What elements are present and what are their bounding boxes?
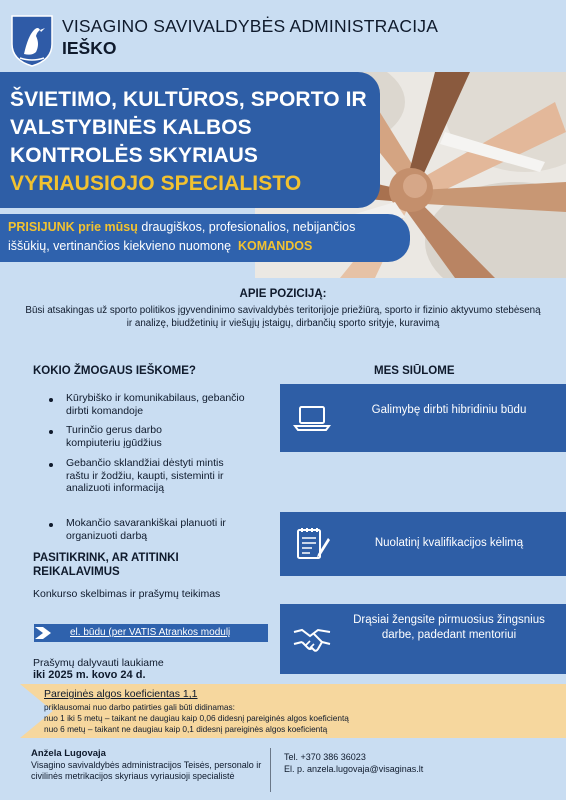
hero-title-line-1: ŠVIETIMO, KULTŪROS, SPORTO IR <box>10 88 367 111</box>
offer-text: Drąsiai žengsite pirmuosius žingsnius darbe, padedant mentoriui <box>353 614 545 641</box>
join-bold: PRISIJUNK prie mūsų <box>8 220 138 234</box>
bullet-icon <box>49 398 53 402</box>
coefficient-title: Pareiginės algos koeficientas 1,1 <box>44 688 198 700</box>
deadline-label: Prašymų dalyvauti laukiame <box>33 657 164 669</box>
requirement-item: Mokančio savarankiškai planuoti ir organizuoti darbą <box>66 517 226 542</box>
hero-title-line-2: VALSTYBINĖS KALBOS <box>10 116 252 139</box>
contest-text: Konkurso skelbimas ir prašymų teikimas <box>33 588 221 600</box>
offer-card-qualification <box>280 512 566 576</box>
offer-card-hybrid <box>280 384 566 452</box>
join-text-2: iššūkių, vertinančios kiekvieno nuomonę <box>8 239 232 253</box>
join-team: KOMANDOS <box>238 239 313 253</box>
organization-name: VISAGINO SAVIVALDYBĖS ADMINISTRACIJA <box>62 16 439 36</box>
coat-of-arms-icon <box>10 14 54 68</box>
coefficient-line: nuo 1 iki 5 metų – taikant ne daugiau kaip 0,06 didesnį pareiginės algos koeficientą <box>44 713 349 723</box>
contact-email[interactable]: El. p. anzela.lugovaja@visaginas.lt <box>284 764 424 774</box>
hero-title-line-3: KONTROLĖS SKYRIAUS <box>10 144 258 167</box>
deadline-date: iki 2025 m. kovo 24 d. <box>33 669 146 681</box>
coefficient-line: nuo 6 metų – taikant ne daugiau kaip 0,1 didesnį pareiginės algos koeficientą <box>44 724 328 734</box>
offer-text: Galimybę dirbti hibridiniu būdu <box>371 404 527 416</box>
requirement-item: Turinčio gerus darbo kompiuteriu įgūdžius <box>66 424 162 449</box>
bullet-icon <box>49 523 53 527</box>
check-title: PASITIKRINK, AR ATITINKI REIKALAVIMUS <box>33 552 179 578</box>
about-title: APIE POZICIJĄ: <box>239 288 327 300</box>
coefficient-line: priklausomai nuo darbo patirties gali būti didinamas: <box>44 702 235 712</box>
application-link[interactable]: el. būdu (per VATIS Atrankos modulį <box>70 627 231 638</box>
join-text-1: draugiškos, profesionalios, nebijančios <box>137 220 356 234</box>
requirements-title: KOKIO ŽMOGAUS IEŠKOME? <box>33 365 196 377</box>
contact-role: Visagino savivaldybės administracijos Teisės, personalo ir civilinės metrikacijos skyriaus vyriausioji specialistė <box>31 760 262 781</box>
bullet-icon <box>49 430 53 434</box>
footer-divider <box>270 748 271 792</box>
requirement-item: Kūrybiško ir komunikabilaus, gebančio dirbti komandoje <box>66 392 245 417</box>
contact-name: Anželа Lugovaja <box>31 748 106 759</box>
offer-text: Nuolatinį kvalifikacijos kėlimą <box>374 537 524 549</box>
contact-phone[interactable]: Tel. +370 386 36023 <box>284 752 366 762</box>
seeking-label: IEŠKO <box>62 38 117 58</box>
notepad-pencil-icon <box>292 524 332 564</box>
chevron-right-icon <box>35 627 51 639</box>
join-strip <box>0 214 410 262</box>
about-text: Būsi atsakingas už sporto politikos įgyvendinimo savivaldybės teritorijoje priežiūrą, sporto ir fizinio aktyvumo stebėseną ir analizę, biudžetinių ir viešųjų įstaigų, dirbančių sporto srityje, kuravimą <box>25 305 541 329</box>
hero-title-panel <box>0 72 380 208</box>
position-title: VYRIAUSIOJO SPECIALISTO <box>10 172 302 195</box>
laptop-icon <box>292 398 332 438</box>
offers-title: MES SIŪLOME <box>374 365 455 377</box>
handshake-icon <box>292 618 332 658</box>
requirement-item: Gebančio sklandžiai dėstyti mintis raštu ir žodžiu, kaupti, sisteminti ir analizuoti informaciją <box>66 457 224 494</box>
offer-card-mentor <box>280 604 566 674</box>
bullet-icon <box>49 463 53 467</box>
